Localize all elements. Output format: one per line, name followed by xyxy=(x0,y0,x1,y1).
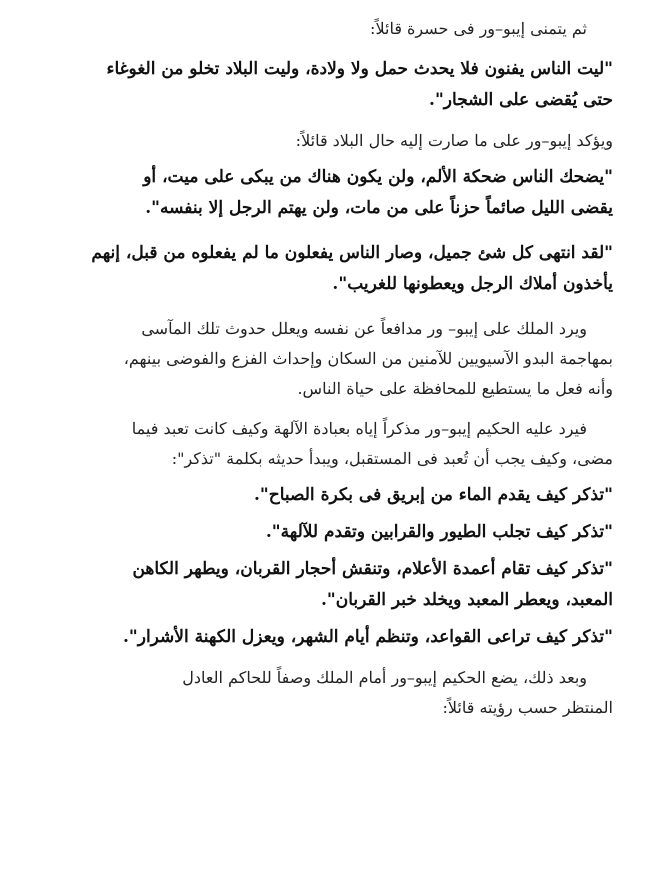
text-line: يقضى الليل صائماً حزناً على من مات، ولن يهتم الرجل إلا بنفسه". xyxy=(145,198,613,218)
quote-paragraph xyxy=(34,554,613,616)
quote-paragraph xyxy=(34,517,613,548)
quote-paragraph xyxy=(34,162,613,224)
text-line: ثم يتمنى إيبو–ور فى حسرة قائلاً: xyxy=(370,19,587,38)
quote-paragraph xyxy=(34,238,613,300)
text-line: بمهاجمة البدو الآسيويين للآمنين من السكان وإحداث الفزع والفوضى بينهم، xyxy=(123,349,613,368)
text-line: "تذكر كيف تراعى القواعد، وتنظم أيام الشهر، ويعزل الكهنة الأشرار". xyxy=(122,627,613,647)
quote-paragraph xyxy=(34,54,613,116)
paragraph-king-reply xyxy=(34,314,613,404)
quote-paragraph xyxy=(34,622,613,653)
text-line: حتى يُقضى على الشجار". xyxy=(429,90,613,110)
text-line: "ليت الناس يفنون فلا يحدث حمل ولا ولادة، وليت البلاد تخلو من الغوغاء xyxy=(106,59,613,79)
text-line: يأخذون أملاك الرجل ويعطونها للغريب". xyxy=(332,274,613,294)
text-line: وبعد ذلك، يضع الحكيم إيبو–ور أمام الملك وصفاً للحاكم العادل xyxy=(182,668,587,687)
text-line: "يضحك الناس ضحكة الألم، ولن يكون هناك من يبكى على ميت، أو xyxy=(143,167,613,187)
text-line: مضى، وكيف يجب أن تُعبد فى المستقبل، ويبدأ حديثه بكلمة "تذكر": xyxy=(171,449,613,468)
paragraph-intro xyxy=(34,14,613,44)
text-line: وأنه فعل ما يستطيع للمحافظة على حياة الناس. xyxy=(297,379,613,398)
paragraph-just-ruler xyxy=(34,663,613,723)
text-line: "تذكر كيف تقام أعمدة الأعلام، وتنقش أحجار القربان، ويطهر الكاهن xyxy=(132,559,613,579)
quote-paragraph xyxy=(34,480,613,511)
paragraph-sage-reply xyxy=(34,414,613,474)
text-line: المنتظر حسب رؤيته قائلاً: xyxy=(442,698,613,717)
text-line: فيرد عليه الحكيم إيبو–ور مذكراً إياه بعبادة الآلهة وكيف كانت تعبد فيما xyxy=(131,419,587,438)
paragraph-affirm xyxy=(34,126,613,156)
text-line: "لقد انتهى كل شئ جميل، وصار الناس يفعلون ما لم يفعلوه من قبل، إنهم xyxy=(91,243,613,263)
text-line: "تذكر كيف تجلب الطيور والقرابين وتقدم للآلهة". xyxy=(265,522,613,542)
text-line: ويؤكد إيبو–ور على ما صارت إليه حال البلاد قائلاً: xyxy=(295,131,613,150)
text-line: ويرد الملك على إيبو– ور مدافعاً عن نفسه ويعلل حدوث تلك المآسى xyxy=(141,319,587,338)
text-line: "تذكر كيف يقدم الماء من إبريق فى بكرة الصباح". xyxy=(253,485,613,505)
text-line: المعبد، ويعطر المعبد ويخلد خبر القربان". xyxy=(320,590,613,610)
